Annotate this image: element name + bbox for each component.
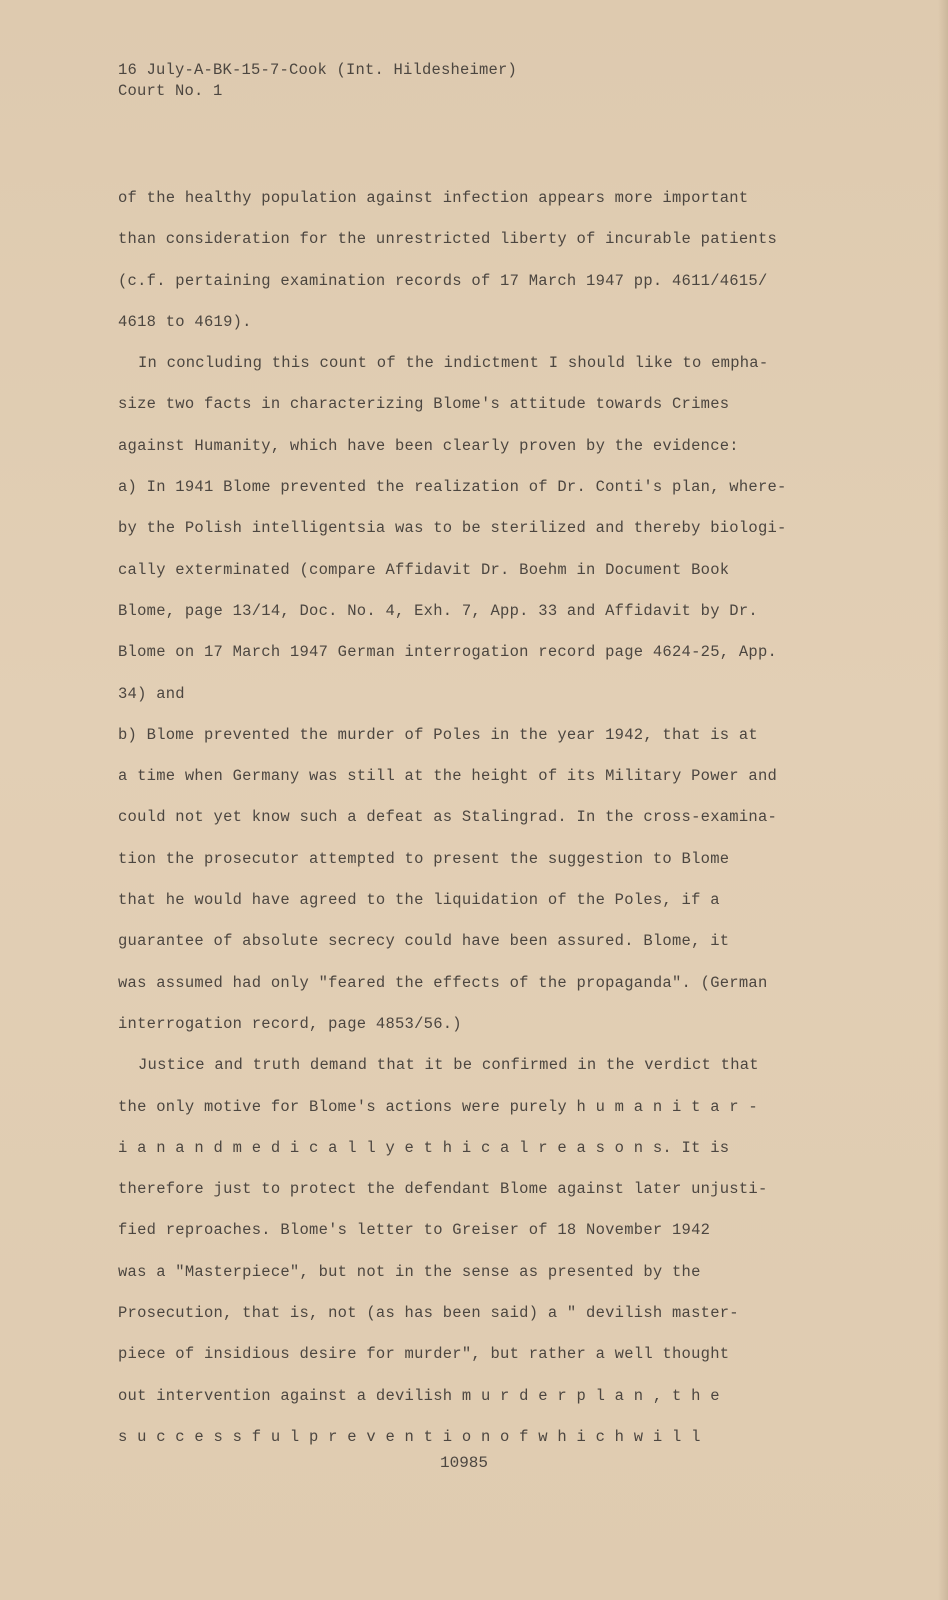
text-line: was assumed had only "feared the effects of the propaganda". (German	[118, 973, 768, 992]
text-line: b) Blome prevented the murder of Poles in the year 1942, that is at	[118, 725, 758, 744]
text-line: was a "Masterpiece", but not in the sense as presented by the	[118, 1262, 701, 1281]
text-line: out intervention against a devilish m u r d e r p l a n , t h e	[118, 1386, 720, 1405]
text-line: interrogation record, page 4853/56.)	[118, 1014, 462, 1033]
text-line: the only motive for Blome's actions were purely h u m a n i t a r -	[118, 1097, 758, 1116]
header-line-1: 16 July-A-BK-15-7-Cook (Int. Hildesheimer)	[118, 61, 518, 79]
text-line: cally exterminated (compare Affidavit Dr. Boehm in Document Book	[118, 560, 730, 579]
text-line: size two facts in characterizing Blome's attitude towards Crimes	[118, 395, 730, 414]
text-line: s u c c e s s f u l p r e v e n t i o n o f w h i c h w i l l	[118, 1427, 701, 1446]
document-body	[118, 178, 858, 1458]
text-line: Justice and truth demand that it be confirmed in the verdict that	[138, 1056, 759, 1075]
text-line: of the healthy population against infection appears more important	[118, 189, 749, 207]
text-line: against Humanity, which have been clearly proven by the evidence:	[118, 436, 739, 455]
text-line: fied reproaches. Blome's letter to Greiser of 18 November 1942	[118, 1221, 711, 1240]
page-footer	[0, 1453, 948, 1473]
text-line: than consideration for the unrestricted liberty of incurable patients	[118, 230, 778, 249]
text-line: that he would have agreed to the liquidation of the Poles, if a	[118, 891, 720, 910]
text-line: a time when Germany was still at the height of its Military Power and	[118, 767, 778, 786]
text-line: i a n a n d m e d i c a l l y e t h i c a l r e a s o n s. It is	[118, 1138, 730, 1157]
document-header	[118, 60, 517, 102]
text-line: 34) and	[118, 684, 185, 703]
text-line: therefore just to protect the defendant Blome against later unjusti-	[118, 1180, 768, 1199]
text-line: (c.f. pertaining examination records of 17 March 1947 pp. 4611/4615/	[118, 271, 768, 290]
text-line: In concluding this count of the indictment I should like to empha-	[138, 354, 769, 373]
page-number: 10985	[439, 1454, 488, 1472]
text-line: could not yet know such a defeat as Stalingrad. In the cross-examina-	[118, 808, 778, 827]
text-line: by the Polish intelligentsia was to be sterilized and thereby biologi-	[118, 519, 787, 538]
header-line-2: Court No. 1	[118, 82, 223, 100]
text-line: Blome, page 13/14, Doc. No. 4, Exh. 7, App. 33 and Affidavit by Dr.	[118, 601, 758, 620]
text-line: piece of insidious desire for murder", but rather a well thought	[118, 1345, 730, 1364]
page-edge-shadow	[938, 0, 948, 1600]
text-line: tion the prosecutor attempted to present the suggestion to Blome	[118, 849, 730, 868]
text-line: 4618 to 4619).	[118, 312, 252, 331]
text-line: a) In 1941 Blome prevented the realization of Dr. Conti's plan, where-	[118, 478, 787, 497]
text-line: Blome on 17 March 1947 German interrogation record page 4624-25, App.	[118, 643, 778, 662]
text-line: Prosecution, that is, not (as has been said) a " devilish master-	[118, 1304, 739, 1323]
text-line: guarantee of absolute secrecy could have been assured. Blome, it	[118, 932, 730, 951]
